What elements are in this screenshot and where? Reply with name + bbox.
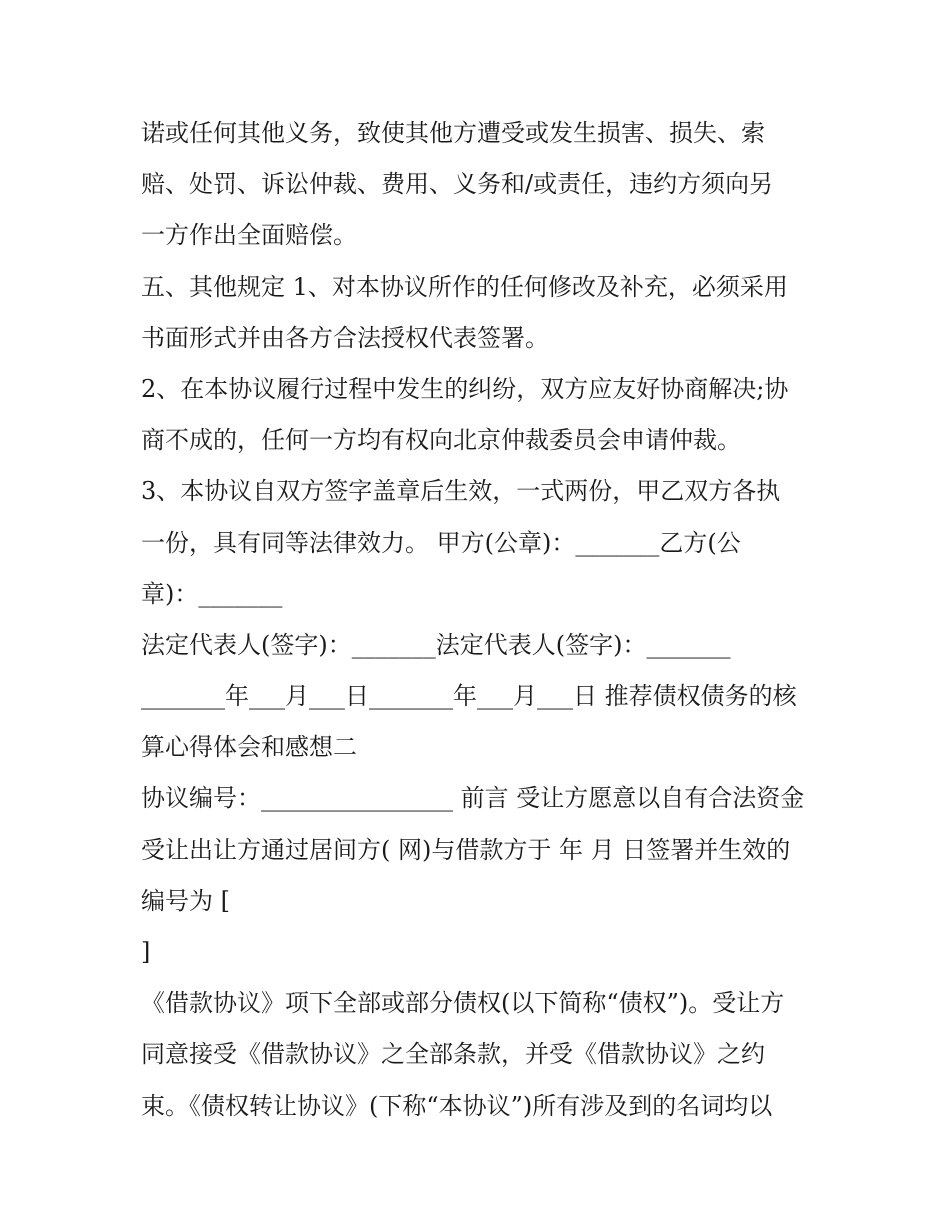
text-line: 一份，具有同等法律效力。 甲方(公章)：_______乙方(公 — [141, 528, 741, 557]
text-line: 五、其他规定 1、对本协议所作的任何修改及补充，必须采用 — [141, 272, 788, 301]
text-line: 3、本协议自双方签字盖章后生效，一式两份，甲乙双方各执 — [141, 477, 781, 506]
text-line: ] — [141, 938, 151, 966]
text-line: _______年___月___日_______年___月___日 推荐债权债务的核 — [141, 682, 797, 711]
text-line: 编号为 [ — [141, 886, 230, 915]
text-line: 一方作出全面赔偿。 — [141, 221, 357, 250]
text-line: 束。《债权转让协议》(下称“本协议”)所有涉及到的名词均以 — [141, 1091, 773, 1120]
text-line: 赔、处罚、诉讼仲裁、费用、义务和/或责任，违约方须向另 — [141, 170, 774, 199]
text-line: 商不成的，任何一方均有权向北京仲裁委员会申请仲裁。 — [141, 426, 741, 455]
text-line: 2、在本协议履行过程中发生的纠纷，双方应友好协商解决;协 — [141, 374, 789, 403]
text-line: 章)：_______ — [141, 579, 283, 608]
text-line: 法定代表人(签字)：_______法定代表人(签字)：_______ — [141, 630, 731, 659]
text-line: 《借款协议》项下全部或部分债权(以下简称“债权”)。受让方 — [141, 989, 785, 1018]
text-line: 算心得体会和感想二 — [141, 733, 357, 762]
text-line: 书面形式并由各方合法授权代表签署。 — [141, 323, 549, 352]
document-body — [141, 108, 821, 1132]
text-line: 受让出让方通过居间方( 网)与借款方于 年 月 日签署并生效的 — [141, 835, 791, 864]
text-line: 协议编号：________________ 前言 受让方愿意以自有合法资金 — [141, 784, 805, 813]
text-line: 同意接受《借款协议》之全部条款，并受《借款协议》之约 — [141, 1040, 765, 1069]
text-line: 诺或任何其他义务，致使其他方遭受或发生损害、损失、索 — [141, 119, 765, 147]
